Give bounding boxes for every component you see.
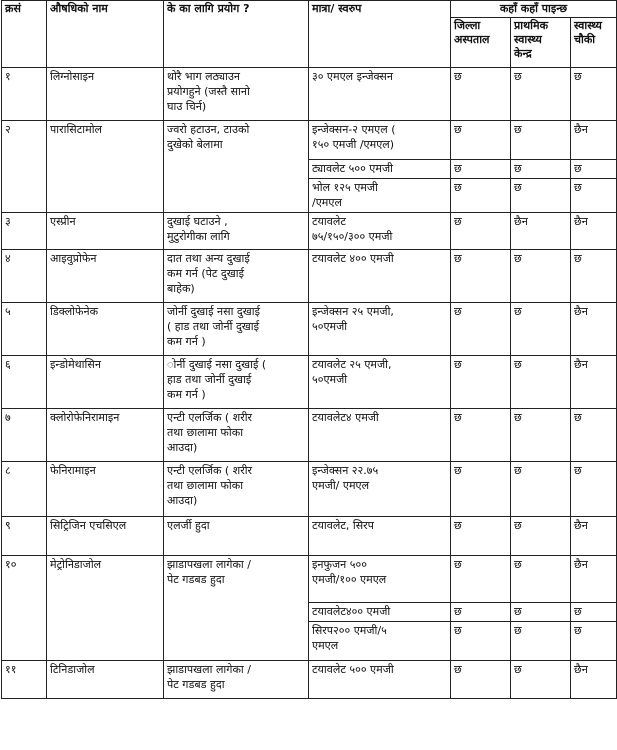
serial-number-cell-text: १० [5, 558, 17, 571]
use-cell [164, 213, 309, 250]
primary-health-center-cell-text: छ [514, 181, 522, 194]
table-row [2, 213, 617, 250]
medicine-name-cell [47, 556, 164, 661]
primary-health-center-cell [511, 68, 571, 121]
medicine-name-cell-text: डिक्लोफेनेक [50, 305, 99, 318]
table-row [2, 121, 617, 160]
medicine-name-cell [47, 661, 164, 699]
dose-form-cell-text: ट्यावलेट ५०० एमजी [312, 162, 393, 175]
health-post-cell [571, 603, 617, 622]
dose-form-cell [309, 356, 451, 409]
dose-form-cell [309, 250, 451, 303]
serial-number-cell [2, 213, 47, 250]
use-cell-text: ज्वरो हटाउन, टाउको दुखेको बेलामा [167, 123, 250, 151]
serial-number-cell-text: ७ [5, 411, 11, 424]
dose-form-cell-text: टयावलेट४०० एमजी [312, 605, 391, 618]
dose-form-cell [309, 213, 451, 250]
primary-health-center-cell [511, 409, 571, 462]
use-cell-text: झाडापखला लागेका / पेट गडबड हुदा [167, 663, 251, 691]
dose-form-cell [309, 462, 451, 517]
primary-health-center-cell [511, 121, 571, 160]
district-hospital-cell-text: छ [454, 411, 462, 424]
use-cell-text: झाडापखला लागेका / पेट गडबड हुदा [167, 558, 251, 586]
dose-form-cell [309, 121, 451, 160]
health-post-cell [571, 661, 617, 699]
use-cell [164, 356, 309, 409]
table-body [2, 68, 617, 699]
district-hospital-cell-text: छ [454, 358, 462, 371]
primary-health-center-cell-text: छ [514, 605, 522, 618]
dose-form-cell [309, 303, 451, 356]
health-post-cell-text: छ [574, 252, 582, 265]
health-post-cell [571, 179, 617, 213]
serial-number-cell [2, 517, 47, 556]
primary-health-center-cell-text: छ [514, 358, 522, 371]
serial-number-cell [2, 303, 47, 356]
table-row [2, 462, 617, 517]
district-hospital-cell [451, 556, 511, 603]
primary-health-center-cell [511, 556, 571, 603]
medicine-name-cell-text: फेनिरामाइन [50, 464, 96, 477]
medicine-table [1, 0, 617, 699]
district-hospital-cell [451, 303, 511, 356]
use-cell-text: ोर्नी दुखाई नसा दुखाई ( हाड तथा जोर्नी दुखाई कम गर्न ) [167, 358, 267, 401]
district-hospital-cell [451, 179, 511, 213]
medicine-name-cell-text: लिग्नोसाइन [50, 70, 95, 83]
serial-number-cell [2, 356, 47, 409]
primary-health-center-cell [511, 462, 571, 517]
medicine-name-cell [47, 213, 164, 250]
serial-number-cell [2, 250, 47, 303]
health-post-cell-text: छैन [574, 123, 588, 136]
header-row [2, 1, 617, 18]
district-hospital-cell [451, 121, 511, 160]
district-hospital-cell-text: छ [454, 215, 462, 228]
dose-form-cell-text: सिरप२०० एमजी/५ एमएल [312, 624, 387, 652]
dose-form-cell-text: टयावलेट ४०० एमजी [312, 252, 394, 265]
district-hospital-cell-text: छ [454, 558, 462, 571]
primary-health-center-cell [511, 517, 571, 556]
serial-number-cell-text: २ [5, 123, 11, 136]
primary-health-center-cell [511, 622, 571, 661]
health-post-cell-text: छ [574, 181, 582, 194]
primary-health-center-cell [511, 179, 571, 213]
health-post-cell [571, 409, 617, 462]
medicine-name-cell-text: मेट्रोनिडाजोल [50, 558, 102, 571]
use-cell-text: एलर्जी हुदा [167, 519, 210, 532]
health-post-cell-text: छैन [574, 305, 588, 318]
district-hospital-cell [451, 517, 511, 556]
district-hospital-cell [451, 68, 511, 121]
primary-health-center-cell-text: छ [514, 411, 522, 424]
serial-number-cell-text: ८ [5, 464, 11, 477]
use-cell-text: थोरै भाग लठ्याउन प्रयोगहुने (जस्तै सानो घाउ चिर्न) [167, 70, 250, 113]
district-hospital-cell-text: छ [454, 464, 462, 477]
table-row [2, 356, 617, 409]
medicine-name-cell [47, 121, 164, 213]
health-post-cell-text: छ [574, 464, 582, 477]
health-post-cell-text: छ [574, 70, 582, 83]
serial-number-cell-text: ११ [5, 663, 17, 676]
health-post-cell [571, 622, 617, 661]
health-post-cell [571, 68, 617, 121]
primary-health-center-cell [511, 603, 571, 622]
district-hospital-cell-text: छ [454, 181, 462, 194]
use-cell [164, 517, 309, 556]
district-hospital-cell [451, 462, 511, 517]
header-medicine-name: औषधिको नाम [47, 1, 164, 68]
medicine-name-cell-text: पारासिटामोल [50, 123, 103, 136]
dose-form-cell [309, 409, 451, 462]
health-post-cell-text: छैन [574, 358, 588, 371]
medicine-name-cell [47, 517, 164, 556]
health-post-cell [571, 250, 617, 303]
primary-health-center-cell-text: छैन [514, 215, 528, 228]
header-health-post: स्वास्थ्य चौकी [571, 18, 617, 68]
primary-health-center-cell-text: छ [514, 123, 522, 136]
header-dose-form: मात्रा/ स्वरुप [309, 1, 451, 68]
dose-form-cell-text: टयावलेट २५ एमजी, ५०एमजी [312, 358, 392, 386]
use-cell-text: दात तथा अन्य दुखाई कम गर्न (पेट दुखाई बाहेक) [167, 252, 250, 295]
table-row [2, 409, 617, 462]
dose-form-cell-text: इन्जेक्सन २२.७५ एमजी/ एमएल [312, 464, 379, 492]
primary-health-center-cell-text: छ [514, 305, 522, 318]
dose-form-cell-text: इन्जेक्सन २५ एमजी, ५०एमजी [312, 305, 394, 333]
district-hospital-cell [451, 622, 511, 661]
serial-number-cell [2, 68, 47, 121]
district-hospital-cell-text: छ [454, 162, 462, 175]
use-cell [164, 250, 309, 303]
district-hospital-cell-text: छ [454, 252, 462, 265]
dose-form-cell [309, 622, 451, 661]
district-hospital-cell [451, 603, 511, 622]
health-post-cell-text: छैन [574, 663, 588, 676]
serial-number-cell [2, 556, 47, 661]
district-hospital-cell-text: छ [454, 305, 462, 318]
serial-number-cell-text: ९ [5, 519, 11, 532]
district-hospital-cell-text: छ [454, 123, 462, 136]
dose-form-cell-text: टयावलेट ५०० एमजी [312, 663, 394, 676]
primary-health-center-cell-text: छ [514, 519, 522, 532]
serial-number-cell [2, 661, 47, 699]
table-row [2, 517, 617, 556]
primary-health-center-cell-text: छ [514, 663, 522, 676]
district-hospital-cell-text: छ [454, 519, 462, 532]
health-post-cell-text: छ [574, 162, 582, 175]
use-cell [164, 661, 309, 699]
district-hospital-cell [451, 213, 511, 250]
table-row [2, 556, 617, 603]
medicine-name-cell [47, 409, 164, 462]
district-hospital-cell-text: छ [454, 70, 462, 83]
health-post-cell [571, 303, 617, 356]
district-hospital-cell [451, 356, 511, 409]
serial-number-cell-text: ३ [5, 215, 11, 228]
serial-number-cell-text: ६ [5, 358, 11, 371]
health-post-cell-text: छ [574, 411, 582, 424]
primary-health-center-cell-text: छ [514, 558, 522, 571]
medicine-name-cell [47, 462, 164, 517]
use-cell [164, 303, 309, 356]
serial-number-cell-text: १ [5, 70, 11, 83]
primary-health-center-cell-text: छ [514, 624, 522, 637]
dose-form-cell [309, 603, 451, 622]
medicine-name-cell-text: एस्प्रीन [50, 215, 76, 228]
primary-health-center-cell [511, 303, 571, 356]
medicine-name-cell [47, 68, 164, 121]
district-hospital-cell [451, 661, 511, 699]
table-row [2, 303, 617, 356]
district-hospital-cell [451, 409, 511, 462]
primary-health-center-cell [511, 160, 571, 179]
medicine-name-cell-text: टिनिडाजोल [50, 663, 95, 676]
header-district-hospital: जिल्ला अस्पताल [451, 18, 511, 68]
header-availability: कहाँ कहाँ पाइन्छ [451, 1, 617, 18]
table-row [2, 68, 617, 121]
health-post-cell [571, 462, 617, 517]
dose-form-cell [309, 68, 451, 121]
header-use: के का लागि प्रयोग ? [164, 1, 309, 68]
district-hospital-cell-text: छ [454, 663, 462, 676]
table-row [2, 661, 617, 699]
primary-health-center-cell-text: छ [514, 252, 522, 265]
primary-health-center-cell [511, 661, 571, 699]
medicine-name-cell-text: इन्डोमेथासिन [50, 358, 101, 371]
use-cell [164, 556, 309, 661]
medicine-name-cell [47, 303, 164, 356]
use-cell-text: दुखाई घटाउने , मुटुरोगीका लागि [167, 215, 230, 243]
dose-form-cell-text: इन्जेक्सन-२ एमएल ( १५० एमजी /एमएल) [312, 123, 396, 151]
dose-form-cell [309, 517, 451, 556]
health-post-cell-text: छैन [574, 558, 588, 571]
primary-health-center-cell [511, 356, 571, 409]
use-cell-text: जोर्नी दुखाई नसा दुखाई ( हाड तथा जोर्नी दुखाई कम गर्न ) [167, 305, 261, 348]
primary-health-center-cell-text: छ [514, 162, 522, 175]
serial-number-cell [2, 121, 47, 213]
dose-form-cell-text: भोल १२५ एमजी /एमएल [312, 181, 378, 209]
dose-form-cell [309, 661, 451, 699]
health-post-cell-text: छैन [574, 519, 588, 532]
primary-health-center-cell [511, 213, 571, 250]
header-serial-number: क्रसं [2, 1, 47, 68]
health-post-cell-text: छ [574, 605, 582, 618]
serial-number-cell [2, 409, 47, 462]
serial-number-cell-text: ५ [5, 305, 11, 318]
use-cell [164, 462, 309, 517]
use-cell [164, 409, 309, 462]
district-hospital-cell [451, 160, 511, 179]
health-post-cell [571, 213, 617, 250]
dose-form-cell-text: टयावलेट४ एमजी [312, 411, 379, 424]
dose-form-cell-text: इनफुजन ५०० एमजी/१०० एमएल [312, 558, 387, 586]
dose-form-cell [309, 556, 451, 603]
health-post-cell [571, 160, 617, 179]
health-post-cell [571, 517, 617, 556]
district-hospital-cell-text: छ [454, 605, 462, 618]
table-row [2, 250, 617, 303]
use-cell-text: एन्टी एलर्जिक ( शरीर तथा छालामा फोका आउदा) [167, 411, 253, 454]
use-cell-text: एन्टी एलर्जिक ( शरीर तथा छालामा फोका आउदा) [167, 464, 253, 507]
medicine-name-cell-text: क्लोरोफेनिरामाइन [50, 411, 120, 424]
header-primary-health-center: प्राथमिक स्वास्थ्य केन्द्र [511, 18, 571, 68]
primary-health-center-cell [511, 250, 571, 303]
dose-form-cell [309, 160, 451, 179]
use-cell [164, 68, 309, 121]
dose-form-cell [309, 179, 451, 213]
primary-health-center-cell-text: छ [514, 464, 522, 477]
dose-form-cell-text: टयावलेट ७५/१५०/३०० एमजी [312, 215, 393, 243]
serial-number-cell-text: ४ [5, 252, 11, 265]
health-post-cell [571, 356, 617, 409]
primary-health-center-cell-text: छ [514, 70, 522, 83]
medicine-name-cell-text: सिट्रिजिन एचसिएल [50, 519, 127, 532]
health-post-cell-text: छैन [574, 215, 588, 228]
medicine-name-cell [47, 356, 164, 409]
medicine-name-cell [47, 250, 164, 303]
health-post-cell [571, 121, 617, 160]
district-hospital-cell [451, 250, 511, 303]
dose-form-cell-text: टयावलेट, सिरप [312, 519, 374, 532]
medicine-name-cell-text: आइवुप्रोफेन [50, 252, 97, 265]
district-hospital-cell-text: छ [454, 624, 462, 637]
use-cell [164, 121, 309, 213]
serial-number-cell [2, 462, 47, 517]
health-post-cell [571, 556, 617, 603]
health-post-cell-text: छ [574, 624, 582, 637]
dose-form-cell-text: ३० एमएल इन्जेक्सन [312, 70, 393, 83]
